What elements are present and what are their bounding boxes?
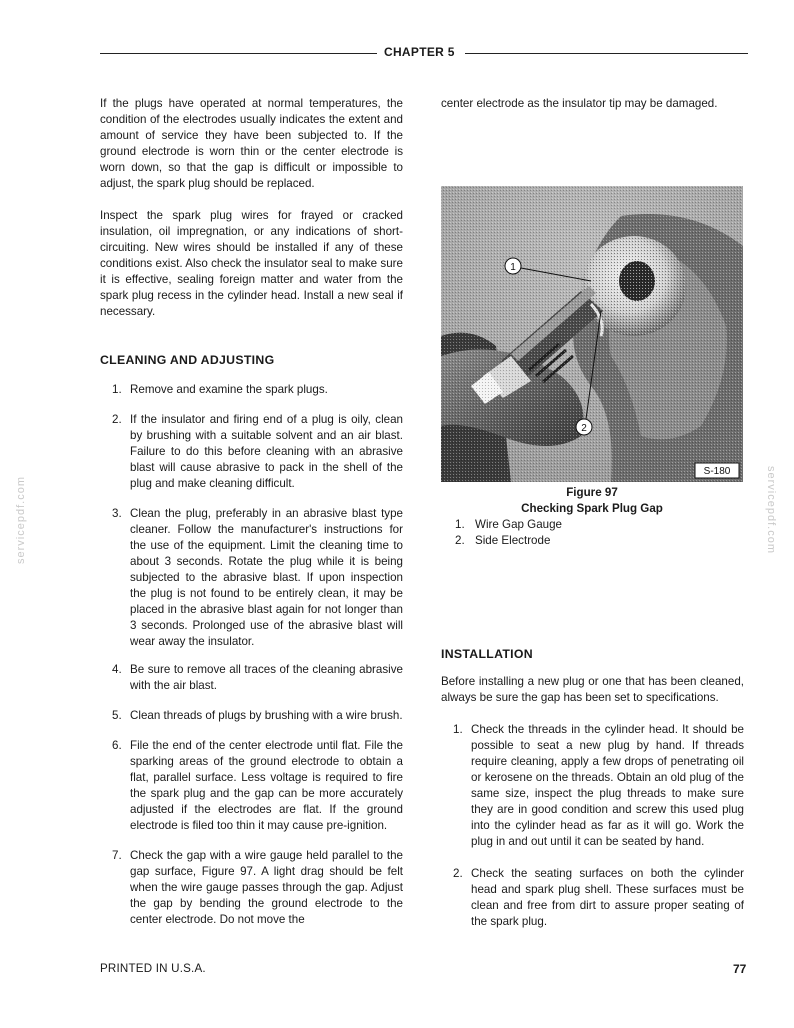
paragraph-plug-wires: Inspect the spark plug wires for frayed or cracked insulation, oil impregnation, or any indications of short-circuiting. New wires should be installed if any of these conditions exist. Also check the insulator seal to make sure it is effective, sealing foreign matter and water from the spark plug recess in the cylinder head. Install a new seal if necessary. — [100, 209, 403, 318]
printed-in-label: PRINTED IN U.S.A. — [100, 962, 206, 975]
section-heading-installation: INSTALLATION — [441, 647, 533, 661]
installation-step — [441, 866, 744, 930]
paragraph-installation-intro: Before installing a new plug or one that has been cleaned, always be sure the gap has been set to specifications. — [441, 675, 744, 704]
figure-photo — [441, 186, 743, 482]
step-number: 3. — [112, 507, 122, 520]
figure-legend-item — [455, 533, 562, 549]
cleaning-step — [100, 708, 403, 724]
cleaning-step — [100, 506, 403, 650]
cleaning-step — [100, 738, 403, 834]
figure-legend — [455, 517, 562, 549]
step-number: 2. — [112, 413, 122, 426]
paragraph-continuation: center electrode as the insulator tip may be damaged. — [441, 97, 718, 110]
installation-step — [441, 722, 744, 850]
left-column — [100, 96, 403, 928]
step-number: 6. — [112, 739, 122, 752]
legend-number: 1. — [455, 518, 465, 531]
callout-1-label: 1 — [510, 262, 516, 273]
cleaning-step — [100, 848, 403, 928]
step-text: Remove and examine the spark plugs. — [130, 383, 328, 396]
figure-legend-item — [455, 517, 562, 533]
step-text: Check the gap with a wire gauge held parallel to the gap surface, Figure 97. A light drag should be felt when the wire gauge passes through the gap. Adjust the gap by bending the ground electrode to the center electrode. Do not move the — [130, 849, 403, 926]
step-number: 4. — [112, 663, 122, 676]
cleaning-step — [100, 662, 403, 694]
step-text: Be sure to remove all traces of the cleaning abrasive with the air blast. — [130, 663, 403, 692]
spark-plug-gap-photo — [441, 186, 743, 482]
step-text: Clean the plug, preferably in an abrasive blast type cleaner. Follow the manufacturer's instructions for the use of the equipment. Limit the cleaning time to about 3 seconds. Rotate the plug while it is being subjected to the abrasive blast. If upon inspection the plug is not found to be entirely clean, it may be placed in the abrasive blast again for not longer than 3 seconds. Prolonged use of the abrasive blast will wear away the insulator. — [130, 507, 403, 648]
step-number: 5. — [112, 709, 122, 722]
legend-label: Side Electrode — [475, 534, 551, 547]
step-number: 1. — [453, 723, 463, 736]
watermark-left: servicepdf.com — [15, 476, 27, 564]
page-number: 77 — [733, 962, 747, 976]
installation-section — [441, 646, 744, 930]
paragraph-plug-condition: If the plugs have operated at normal temperatures, the condition of the electrodes usually indicates the extent and amount of service they have been subjected to. If the ground electrode is worn thin or the center electrode is worn down, so that the gap is difficult or impossible to adjust, the spark plug should be replaced. — [100, 97, 403, 190]
header-rule-left — [100, 53, 377, 54]
section-heading-cleaning: CLEANING AND ADJUSTING — [100, 353, 275, 367]
step-text: Clean threads of plugs by brushing with a wire brush. — [130, 709, 403, 722]
cleaning-step — [100, 382, 403, 398]
header-rule-right — [465, 53, 748, 54]
step-text: Check the seating surfaces on both the cylinder head and spark plug shell. These surfaces must be clean and free from dirt to assure proper seating of the spark plug. — [471, 867, 744, 928]
step-number: 2. — [453, 867, 463, 880]
legend-label: Wire Gap Gauge — [475, 518, 562, 531]
figure-title: Checking Spark Plug Gap — [521, 502, 663, 515]
step-text: If the insulator and firing end of a plug is oily, clean by brushing with a suitable solvent and an air blast. Failure to do this before cleaning with an abrasive blast will cause abrasive to pack in the shell of the plug and make cleaning difficult. — [130, 413, 403, 490]
cleaning-step — [100, 412, 403, 492]
step-number: 1. — [112, 383, 122, 396]
step-text: File the end of the center electrode until flat. File the sparking areas of the ground electrode to obtain a flat, parallel surface. Less voltage is required to fire the spark plug and the gap can be more accurately adjusted if the electrodes are flat. If the ground electrode is filed too thin it may cause pre-ignition. — [130, 739, 403, 832]
photo-id-label: S-180 — [703, 466, 731, 477]
step-text: Check the threads in the cylinder head. It should be possible to seat a new plug by hand. If threads require cleaning, apply a few drops of penetrating oil or kerosene on the threads. Obtain an old plug of the same size, inspect the plug threads to make sure they are in good condition and screw this used plug into the cylinder head as far as it will go. Work the plug in and out until it can be seated by hand. — [471, 723, 744, 848]
chapter-title: CHAPTER 5 — [384, 45, 455, 59]
figure-number: Figure 97 — [566, 486, 618, 499]
watermark-right: servicepdf.com — [765, 466, 777, 554]
step-number: 7. — [112, 849, 122, 862]
callout-2-label: 2 — [581, 423, 587, 434]
right-column — [441, 96, 744, 112]
legend-number: 2. — [455, 534, 465, 547]
